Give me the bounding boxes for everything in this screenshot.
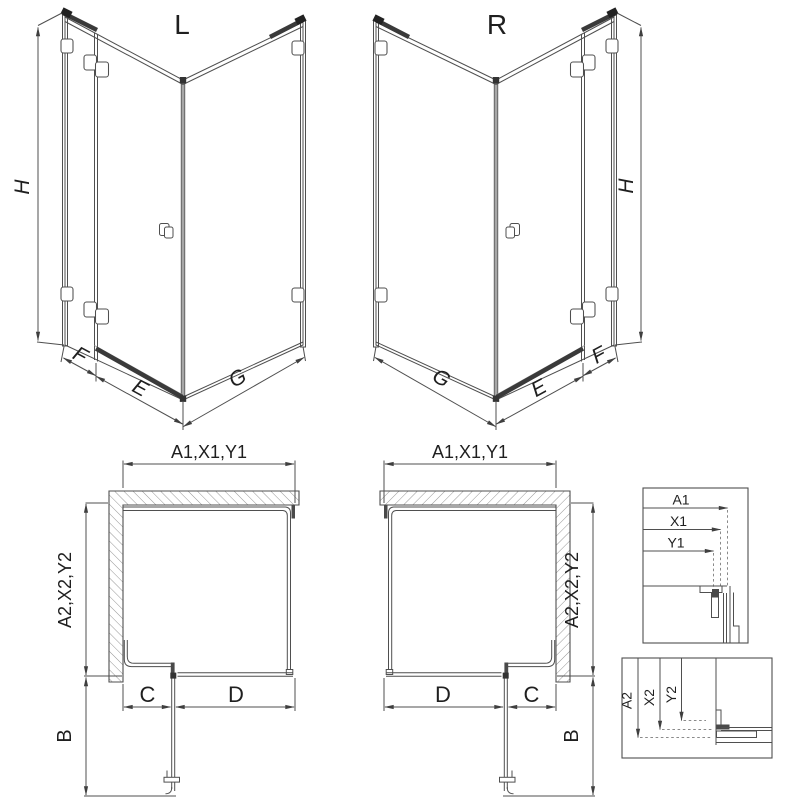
dim-label-side-left: G	[224, 364, 251, 393]
plan-view-left	[54, 442, 299, 796]
plan-depth-label-left: A2,X2,Y2	[55, 551, 75, 629]
iso-view-left	[11, 9, 306, 430]
variant-label-left: L	[174, 9, 190, 40]
plan-fixed-segment-label-left: D	[228, 682, 244, 707]
dim-label-side-right: G	[428, 364, 455, 393]
detail-y2-label: Y2	[663, 685, 679, 704]
plan-width-label-right: A1,X1,Y1	[431, 442, 509, 462]
plan-width-label-left: A1,X1,Y1	[170, 442, 248, 462]
iso-right-geometry	[374, 11, 643, 431]
plan-door-segment-label-right: C	[523, 682, 540, 707]
detail-a2-label: A2	[618, 691, 635, 710]
dim-label-panel-left: F	[68, 342, 92, 369]
detail-box-width-convention	[643, 488, 748, 643]
plan-view-right	[380, 442, 595, 796]
dim-label-panel-right: F	[587, 342, 611, 369]
detail-x2-label: X2	[641, 688, 657, 707]
detail-box-depth-convention	[619, 658, 773, 758]
dim-label-height-right: H	[615, 178, 638, 194]
plan-door-segment-label-left: C	[139, 682, 156, 707]
plan-fixed-segment-label-right: D	[435, 682, 451, 707]
variant-label-right: R	[486, 9, 508, 40]
detail-a1-label: A1	[672, 491, 690, 508]
dim-label-door-right: E	[527, 374, 551, 402]
detail-y1-label: Y1	[667, 534, 685, 551]
plan-door-swing-label-right: B	[561, 729, 583, 743]
iso-left-geometry	[37, 11, 306, 431]
dim-label-door-left: E	[128, 374, 152, 402]
plan-depth-label-right: A2,X2,Y2	[562, 551, 582, 629]
plan-door-swing-label-left: B	[54, 729, 76, 743]
dim-label-height-left: H	[11, 179, 34, 195]
plan-left-geometry	[84, 461, 299, 797]
iso-view-right	[374, 9, 643, 430]
detail-x1-label: X1	[669, 513, 688, 529]
